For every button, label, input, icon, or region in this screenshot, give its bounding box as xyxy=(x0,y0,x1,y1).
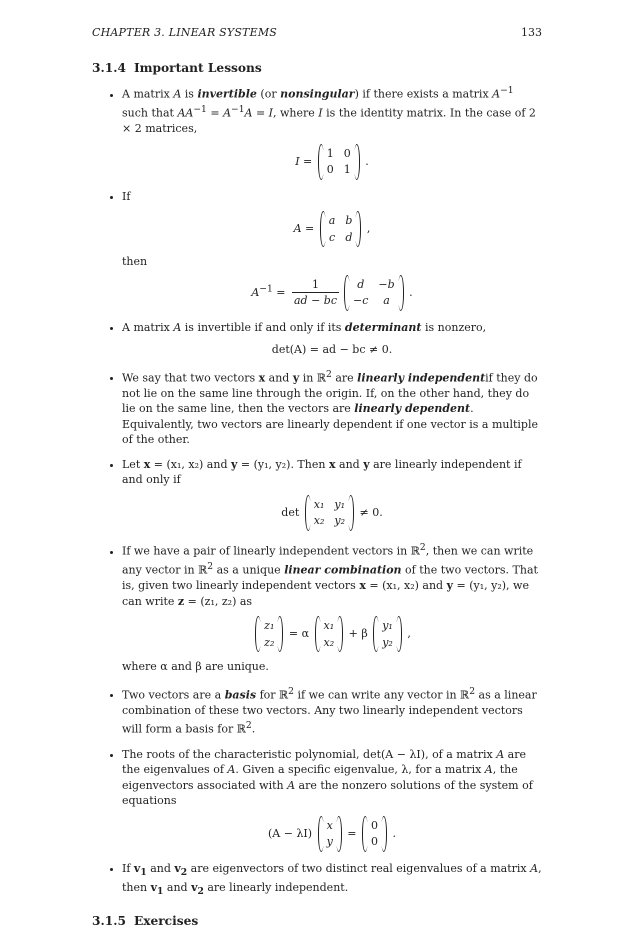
right-paren xyxy=(381,816,387,852)
text: , where xyxy=(273,106,319,120)
text: and xyxy=(146,861,175,875)
text: are the nonzero solutions of the system of equations xyxy=(122,778,533,808)
numerator: 1 xyxy=(292,277,339,294)
vector: y xyxy=(446,579,453,593)
text: is xyxy=(181,87,198,101)
math: I xyxy=(318,106,323,120)
section-heading-exercises xyxy=(92,914,542,928)
math-sub: 1 xyxy=(140,866,147,878)
text: If we have a pair of linearly independent vectors in ℝ xyxy=(122,544,420,558)
text: are linearly independent. xyxy=(203,881,349,895)
text: are xyxy=(331,371,358,385)
vector-entry: y₁ xyxy=(382,619,393,633)
right-paren xyxy=(354,144,360,180)
term-invertible: invertible xyxy=(197,87,257,101)
math: A xyxy=(227,763,236,777)
term-linearly-dependent: linearly dependent xyxy=(354,402,471,416)
text: and xyxy=(335,457,364,471)
text: If xyxy=(122,861,134,875)
term-linear-combination: linear combination xyxy=(284,563,402,577)
matrix-grid xyxy=(326,211,356,247)
equation-inverse xyxy=(122,275,542,311)
term-basis: basis xyxy=(224,688,257,702)
chapter-title: CHAPTER 3. LINEAR SYSTEMS xyxy=(92,26,278,39)
math: ≠ 0. xyxy=(356,505,383,519)
section-title: Exercises xyxy=(133,913,199,928)
vector: x xyxy=(143,457,151,471)
list-item-eigenvalues xyxy=(122,747,542,852)
vector-entry: 0 xyxy=(371,818,378,832)
vector: y xyxy=(231,457,238,471)
list-item-invertible xyxy=(122,83,542,180)
text: are linearly independent if and only if xyxy=(122,457,522,487)
math: A xyxy=(287,778,296,792)
text: Let xyxy=(122,457,144,471)
math: = xyxy=(299,154,316,168)
text: Two vectors are a xyxy=(122,688,225,702)
matrix-entry: 0 xyxy=(343,146,351,160)
math: A xyxy=(173,87,182,101)
math: , xyxy=(363,222,371,236)
equation-det-test xyxy=(122,495,542,531)
math: A xyxy=(484,763,493,777)
math-sup: −1 xyxy=(500,85,514,96)
text: , then xyxy=(122,861,542,895)
math: . xyxy=(405,285,413,299)
list-item-linear-independence xyxy=(122,367,542,448)
matrix-grid xyxy=(311,495,348,531)
matrix-inverse xyxy=(344,275,404,311)
vector-xy xyxy=(318,816,342,852)
vector-x xyxy=(315,616,344,652)
math: A xyxy=(492,87,501,101)
section-title: Important Lessons xyxy=(133,61,262,75)
text: We say that two vectors xyxy=(122,371,259,385)
vector-entry: y₂ xyxy=(382,635,393,649)
math: = xyxy=(272,285,289,299)
vector-entry: 0 xyxy=(371,835,378,849)
math-sup: 2 xyxy=(288,685,294,697)
equation-eigen-system xyxy=(122,816,542,852)
math-sub: 1 xyxy=(157,886,164,898)
list-item-basis xyxy=(122,684,542,738)
denominator: ad − bc xyxy=(294,294,338,308)
math-sub: 2 xyxy=(197,886,204,898)
math-sup: 2 xyxy=(326,368,332,380)
right-paren xyxy=(336,816,342,852)
text: is the identity matrix. In the case of 2 × 2 matrices, xyxy=(122,106,536,136)
text: for ℝ xyxy=(256,688,289,702)
right-paren xyxy=(396,616,402,652)
text: of the two vectors. That is, given two linearly independent vectors xyxy=(122,563,538,593)
right-paren xyxy=(355,211,361,247)
term-determinant: determinant xyxy=(344,320,422,334)
vector: x xyxy=(258,371,266,385)
matrix-entry: y₂ xyxy=(334,514,345,528)
equation-determinant: det(A) = ad − bc ≠ 0. xyxy=(271,343,393,357)
math: = xyxy=(301,222,318,236)
vector-grid xyxy=(379,616,396,652)
matrix-entry: 1 xyxy=(343,163,351,177)
math: I xyxy=(295,154,300,168)
vector: x xyxy=(328,457,336,471)
text: such that xyxy=(122,106,178,120)
matrix-entry: 1 xyxy=(326,146,334,160)
math-sup: −1 xyxy=(193,104,207,116)
text: A matrix xyxy=(122,87,174,101)
vector: y xyxy=(363,457,370,471)
lessons-list xyxy=(92,83,542,900)
math: A xyxy=(530,861,539,875)
vector-z xyxy=(255,616,283,652)
math: A xyxy=(293,222,302,236)
matrix-entry: d xyxy=(345,230,353,244)
matrix-entry: 0 xyxy=(326,163,334,177)
math-sup: 2 xyxy=(245,720,252,732)
text: is nonzero, xyxy=(421,320,487,334)
vector-zero xyxy=(362,816,387,852)
math: AA xyxy=(177,106,194,120)
text: , the eigenvectors associated with xyxy=(122,763,518,792)
vector: v xyxy=(191,881,198,895)
text: if we can write any vector in ℝ xyxy=(294,688,470,702)
matrix-entry: −c xyxy=(353,294,369,308)
vector-grid xyxy=(261,616,277,652)
text: . Given a specific eigenvalue, λ, for a matrix xyxy=(235,763,485,777)
list-item-determinant xyxy=(122,320,542,358)
matrix-grid xyxy=(350,275,398,311)
matrix-entry: a xyxy=(328,214,336,228)
text: and xyxy=(163,881,192,895)
math: A xyxy=(496,747,505,761)
text: (or xyxy=(256,87,281,101)
math: A = I xyxy=(244,106,274,120)
fraction xyxy=(292,277,339,309)
right-paren xyxy=(337,616,343,652)
equation-matrix-a xyxy=(122,211,542,247)
math-sub: 2 xyxy=(180,866,188,878)
math: , xyxy=(403,627,411,641)
text-alpha-beta-unique: where α and β are unique. xyxy=(122,660,269,674)
text: and xyxy=(265,371,293,385)
math: A xyxy=(251,285,260,299)
math-sup: 2 xyxy=(419,541,426,553)
matrix-entry: c xyxy=(328,230,336,244)
text: , then we can write any vector in ℝ xyxy=(122,544,534,577)
math-sup: 2 xyxy=(469,685,476,697)
math-sup: −1 xyxy=(259,283,273,295)
text: is invertible if and only if its xyxy=(181,320,345,334)
text: . Equivalently, two vectors are linearly dependent if one vector is a multiple of the other. xyxy=(122,402,539,447)
text: = (x₁, x₂) and xyxy=(150,457,231,471)
section-number: 3.1.4 xyxy=(92,61,126,75)
matrix-identity xyxy=(318,144,360,180)
vector: v xyxy=(133,861,141,875)
matrix-entry: b xyxy=(345,214,353,228)
vector: v xyxy=(174,861,181,875)
text: = (x₁, x₂) and xyxy=(365,579,447,593)
math: A xyxy=(173,320,182,334)
text: ) if there exists a matrix xyxy=(354,87,493,101)
math-sup: −1 xyxy=(231,104,245,116)
term-linearly-independent: linearly independent xyxy=(357,371,486,385)
text: as a unique xyxy=(213,563,285,577)
text: = (y₁, y₂). Then xyxy=(237,457,329,471)
matrix-entry: a xyxy=(383,294,390,308)
matrix-entry: −b xyxy=(378,277,395,291)
vector: z xyxy=(177,594,185,608)
math: det xyxy=(281,505,303,519)
vector-y xyxy=(373,616,402,652)
matrix-entry: y₁ xyxy=(334,497,345,511)
matrix-entry: d xyxy=(357,277,365,291)
math: . xyxy=(361,154,369,168)
matrix-xy xyxy=(305,495,354,531)
text: = (y₁, y₂), we can write xyxy=(122,579,529,608)
text: If xyxy=(122,189,131,203)
vector: y xyxy=(292,371,300,385)
text: are the eigenvalues of xyxy=(122,747,526,777)
vector: x xyxy=(359,579,366,593)
vector-grid xyxy=(321,616,338,652)
equation-linear-combination xyxy=(122,616,542,652)
matrix-grid xyxy=(324,144,354,180)
vector-grid xyxy=(324,816,336,852)
matrix-a xyxy=(320,211,362,247)
section-number: 3.1.5 xyxy=(92,913,126,928)
vector-entry: x₁ xyxy=(323,619,335,633)
vector-entry: z₂ xyxy=(264,635,275,649)
math: + β xyxy=(345,627,372,641)
math: = xyxy=(343,826,360,840)
text: as a linear combination of these two vectors. Any two linearly independent vectors will form a basis for ℝ xyxy=(122,688,537,737)
matrix-entry: x₂ xyxy=(313,514,325,528)
vector-entry: x xyxy=(326,818,333,832)
math: . xyxy=(389,826,396,840)
list-item-inverse-formula xyxy=(122,189,542,311)
vector-grid xyxy=(368,816,381,852)
page-number: 133 xyxy=(521,26,542,39)
vector-entry: y xyxy=(326,835,333,849)
matrix-entry: x₁ xyxy=(313,497,325,511)
list-item-independence-test xyxy=(122,457,542,531)
equation-identity-matrix xyxy=(122,144,542,180)
right-paren xyxy=(348,495,354,531)
math: = xyxy=(206,106,224,120)
vector-entry: z₁ xyxy=(264,619,275,633)
math: A xyxy=(223,106,232,120)
text: = (z₁, z₂) as xyxy=(184,594,253,608)
list-item-linear-combination xyxy=(122,540,542,675)
right-paren xyxy=(398,275,404,311)
term-nonsingular: nonsingular xyxy=(280,87,355,101)
math: (A − λI) xyxy=(268,826,316,840)
right-paren xyxy=(277,616,283,652)
text: in ℝ xyxy=(299,371,326,385)
text: A matrix xyxy=(122,320,174,334)
math: = α xyxy=(285,627,313,641)
section-heading-important-lessons xyxy=(92,61,542,75)
list-item-eigenvector-independence xyxy=(122,861,542,900)
text: . xyxy=(251,723,256,737)
vector-entry: x₂ xyxy=(323,635,335,649)
text-then: then xyxy=(122,255,148,269)
text: are eigenvectors of two distinct real eigenvalues of a matrix xyxy=(187,861,531,875)
vector: v xyxy=(150,881,158,895)
text: The roots of the characteristic polynomial, det(A − λI), of a matrix xyxy=(122,747,497,761)
text: if they do not lie on the same line through the origin. If, on the other hand, they do lie on the same line, then the vectors are xyxy=(122,371,538,416)
math-sup: 2 xyxy=(207,561,214,573)
running-header xyxy=(92,26,542,39)
